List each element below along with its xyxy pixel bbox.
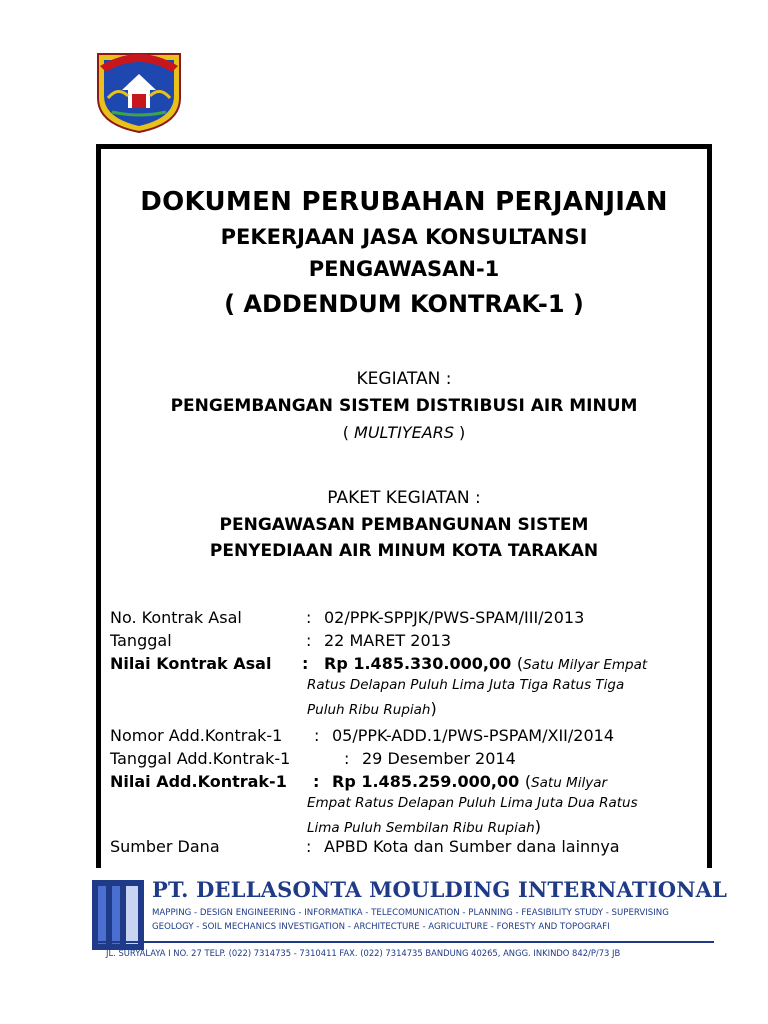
company-logo-icon xyxy=(92,880,144,950)
doc-subtitle-2: PENGAWASAN-1 xyxy=(308,257,500,281)
paren-close: ) xyxy=(453,423,466,442)
kota-tarakan-emblem xyxy=(92,46,186,134)
company-services-1: MAPPING - DESIGN ENGINEERING - INFORMATIKA - TELECOMUNICATION - PLANNING - FEASIBILITY STUDY - SUPERVISING xyxy=(152,908,669,918)
add-nilai-label: Nilai Add.Kontrak-1 xyxy=(110,772,287,791)
colon: : xyxy=(344,749,350,768)
colon: : xyxy=(306,837,312,856)
nilai-words-3: Puluh Ribu Rupiah xyxy=(307,702,431,718)
colon: : xyxy=(302,654,309,673)
add-no-value: 05/PPK-ADD.1/PWS-PSPAM/XII/2014 xyxy=(332,726,614,745)
add-nilai-value: Rp 1.485.259.000,00 xyxy=(332,772,520,791)
footer-divider xyxy=(92,941,714,943)
paren-open: ( xyxy=(342,423,355,442)
tanggal-label: Tanggal xyxy=(110,631,172,650)
add-words-3-wrap: Lima Puluh Sembilan Ribu Rupiah) xyxy=(307,817,541,836)
nilai-words-3-wrap: Puluh Ribu Rupiah) xyxy=(307,699,437,718)
colon: : xyxy=(306,631,312,650)
paket-line-1: PENGAWASAN PEMBANGUNAN SISTEM xyxy=(219,515,589,535)
nilai-value: Rp 1.485.330.000,00 xyxy=(324,654,512,673)
nilai-words-2: Ratus Delapan Puluh Lima Juta Tiga Ratus Tiga xyxy=(307,677,625,693)
nilai-label: Nilai Kontrak Asal xyxy=(110,654,272,673)
add-tgl-value: 29 Desember 2014 xyxy=(362,749,516,768)
company-address: JL. SURYALAYA I NO. 27 TELP. (022) 7314735 - 7310411 FAX. (022) 7314735 BANDUNG 40265, ANGG. INKINDO 842/P/73 JB xyxy=(106,948,621,958)
company-services-2: GEOLOGY - SOIL MECHANICS INVESTIGATION - ARCHITECTURE - AGRICULTURE - FORESTY AND TOPOGRAFI xyxy=(152,922,610,932)
doc-subtitle-1: PEKERJAAN JASA KONSULTANSI xyxy=(220,225,588,249)
kegiatan-sub xyxy=(101,423,707,442)
doc-subtitle-3: ( ADDENDUM KONTRAK-1 ) xyxy=(224,290,584,318)
kegiatan-name: PENGEMBANGAN SISTEM DISTRIBUSI AIR MINUM xyxy=(170,396,638,416)
add-no-label: Nomor Add.Kontrak-1 xyxy=(110,726,283,745)
colon: : xyxy=(314,726,320,745)
sumber-value: APBD Kota dan Sumber dana lainnya xyxy=(324,837,620,856)
document-frame: DOKUMEN PERUBAHAN PERJANJIAN PEKERJAAN JASA KONSULTANSI PENGAWASAN-1 ( ADDENDUM KONTRAK-1 ) KEGIATAN : PENGEMBANGAN SISTEM DISTRIBUSI AIR MINUM ( MULTIYEARS ) PAKET KEGIATAN : PENGAWASAN PEMBANGUNAN SISTEM PENYEDIAAN AIR MINUM KOTA TARAKAN No. Kontrak Asal : 02/PPK-SPPJK/PWS-SPAM/III/2013 Tanggal : 22 MARET 2013 Nilai Kontrak Asal : Rp 1.485.330.000,00 (Satu Milyar Empat Ratus Delapan Puluh Lima Juta Tiga Ratus Tiga Puluh Ribu Rupiah) Nomor Add.Kontrak-1 : 05/PPK-ADD.1/PWS-PSPAM/XII/2014 Tanggal Add.Kontrak-1 : 29 Desember 2014 Nilai Add.Kontrak-1 : Rp 1.485.259.000,00 (Satu Milyar Empat Ratus Delapan Puluh Lima Juta Dua Ratus Lima Puluh Sembilan Ribu Rupiah) Sumber Dana : APBD Kota dan Sumber dana lainnya xyxy=(96,144,712,868)
kegiatan-label: KEGIATAN : xyxy=(356,369,452,389)
tanggal-value: 22 MARET 2013 xyxy=(324,631,451,650)
paket-label: PAKET KEGIATAN : xyxy=(327,488,481,508)
nilai-words-1: Satu Milyar Empat xyxy=(523,657,648,673)
colon: : xyxy=(306,608,312,627)
multiyears-text: MULTIYEARS xyxy=(354,423,454,442)
doc-title: DOKUMEN PERUBAHAN PERJANJIAN xyxy=(140,187,668,217)
add-words-2: Empat Ratus Delapan Puluh Lima Juta Dua Ratus xyxy=(307,795,638,811)
add-words-3: Lima Puluh Sembilan Ribu Rupiah xyxy=(307,820,535,836)
colon: : xyxy=(313,772,320,791)
company-name: PT. DELLASONTA MOULDING INTERNATIONAL xyxy=(152,877,728,902)
add-tgl-label: Tanggal Add.Kontrak-1 xyxy=(110,749,291,768)
company-footer xyxy=(0,870,768,970)
add-words-1: Satu Milyar xyxy=(531,775,608,791)
sumber-label: Sumber Dana xyxy=(110,837,220,856)
paket-line-2: PENYEDIAAN AIR MINUM KOTA TARAKAN xyxy=(209,541,599,561)
no-kontrak-label: No. Kontrak Asal xyxy=(110,608,242,627)
no-kontrak-value: 02/PPK-SPPJK/PWS-SPAM/III/2013 xyxy=(324,608,585,627)
